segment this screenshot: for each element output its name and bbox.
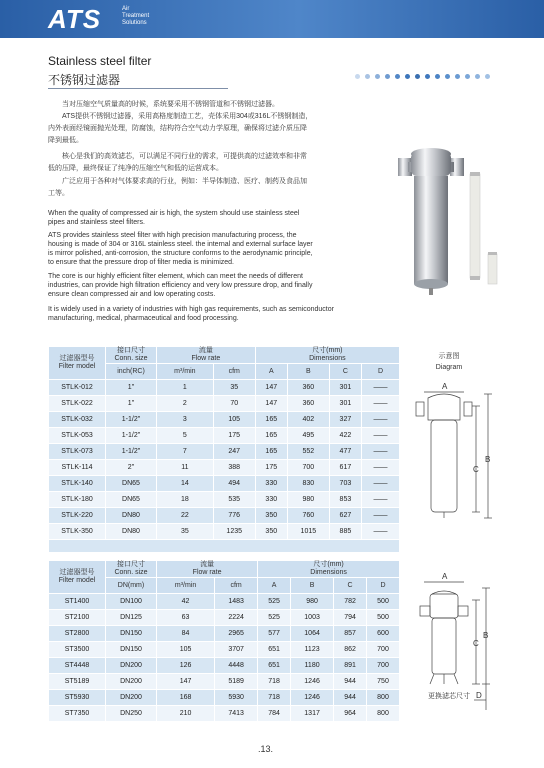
table-row: [49, 428, 400, 444]
table-cell: 1064: [291, 626, 334, 642]
table-cell: 617: [329, 460, 361, 476]
table-cell: 718: [258, 690, 291, 706]
decorative-dot: [415, 74, 420, 79]
table-cell: 800: [367, 690, 400, 706]
table-cell: 1246: [291, 674, 334, 690]
table-cell: 500: [367, 610, 400, 626]
table-cell: 147: [255, 380, 287, 396]
page-header: [0, 0, 544, 38]
table-cell: 1003: [291, 610, 334, 626]
table-cell: 327: [329, 412, 361, 428]
table-cell: 7413: [215, 706, 258, 722]
table-cell: 525: [258, 594, 291, 610]
table-cell: 651: [258, 642, 291, 658]
table-cell: 525: [258, 610, 291, 626]
table-cell: 247: [213, 444, 255, 460]
table-cell: 552: [287, 444, 329, 460]
table-row: [49, 690, 400, 706]
table-cell: 891: [334, 658, 367, 674]
table-cell: 1-1/2": [106, 444, 157, 460]
table-cell: ST1400: [49, 594, 106, 610]
table-cell: 2965: [215, 626, 258, 642]
table-cell: 330: [255, 492, 287, 508]
en-paragraph-3: The core is our highly efficient filter element, which can meet the needs of different industries, can provide high filtration efficiency and very low pressure drop, and finally ensure clean compressed air and low operating costs.: [48, 273, 313, 298]
table-cell: 105: [157, 642, 215, 658]
table-cell: 1": [106, 380, 157, 396]
dim-label-c: C: [473, 465, 479, 474]
table-cell: 651: [258, 658, 291, 674]
table-cell: 14: [157, 476, 214, 492]
table-cell: DN200: [106, 674, 157, 690]
table-cell: 964: [334, 706, 367, 722]
table-cell: 84: [157, 626, 215, 642]
title-underline: [48, 88, 228, 89]
table-cell: 147: [255, 396, 287, 412]
table-cell: 63: [157, 610, 215, 626]
diagram-stlk: 示意图 Diagram A C B: [402, 346, 496, 540]
table-cell: 1: [157, 380, 214, 396]
table-cell: ——: [361, 396, 399, 412]
table-cell: STLK-350: [49, 524, 106, 540]
st-dim-label-d: D: [476, 691, 482, 700]
decorative-dot: [375, 74, 380, 79]
table-cell: ——: [361, 412, 399, 428]
table-cell: ——: [361, 460, 399, 476]
page-number: .13.: [258, 744, 274, 754]
table-cell: 402: [287, 412, 329, 428]
table-cell: 718: [258, 674, 291, 690]
en-paragraph-1: When the quality of compressed air is high, the system should use stainless steel pipes and stainless steel filters.: [48, 210, 300, 226]
table-cell: ——: [361, 428, 399, 444]
table-cell: ST2100: [49, 610, 106, 626]
table-cell: 4448: [215, 658, 258, 674]
cn-paragraph-3: 广泛应用于各种对气体要求高的行业，例如：半导体制造、医疗、制药及食品加 工等。: [48, 178, 307, 197]
decorative-dot: [395, 74, 400, 79]
table-cell: 794: [334, 610, 367, 626]
table-cell: DN80: [106, 524, 157, 540]
decorative-dot: [455, 74, 460, 79]
table-cell: DN200: [106, 658, 157, 674]
table-row: [49, 610, 400, 626]
table-cell: 147: [157, 674, 215, 690]
table-cell: ——: [361, 476, 399, 492]
brand-subtitle: Air Treatment Solutions: [122, 6, 150, 26]
table-cell: 126: [157, 658, 215, 674]
table-cell: ST5930: [49, 690, 106, 706]
table-cell: 776: [213, 508, 255, 524]
table-cell: STLK-073: [49, 444, 106, 460]
table-cell: STLK-180: [49, 492, 106, 508]
table-cell: 5930: [215, 690, 258, 706]
table-cell: 1317: [291, 706, 334, 722]
table-cell: 388: [213, 460, 255, 476]
table-cell: STLK-114: [49, 460, 106, 476]
table-cell: 105: [213, 412, 255, 428]
st-note: 更换滤芯尺寸: [428, 692, 470, 700]
table-cell: 700: [287, 460, 329, 476]
decorative-dot: [465, 74, 470, 79]
table-cell: 782: [334, 594, 367, 610]
table-cell: 784: [258, 706, 291, 722]
dim-label-a: A: [442, 382, 448, 391]
table-row: [49, 380, 400, 396]
table-cell: 703: [329, 476, 361, 492]
table-row: [49, 626, 400, 642]
st-outline-drawing: [402, 560, 496, 722]
table-cell: STLK-053: [49, 428, 106, 444]
table-row: [49, 412, 400, 428]
table-cell: ST4448: [49, 658, 106, 674]
decorative-dot: [445, 74, 450, 79]
table-cell: ——: [361, 380, 399, 396]
st-dim-label-c: C: [473, 639, 479, 648]
table-cell: 175: [255, 460, 287, 476]
table-cell: DN80: [106, 508, 157, 524]
table-cell: ——: [361, 508, 399, 524]
product-photo: [388, 138, 508, 298]
table-cell: 2": [106, 460, 157, 476]
table-cell: 494: [213, 476, 255, 492]
table-cell: 857: [334, 626, 367, 642]
table-cell: 1246: [291, 690, 334, 706]
table-row: [49, 674, 400, 690]
table-cell: ——: [361, 444, 399, 460]
table-cell: 2: [157, 396, 214, 412]
table-cell: 168: [157, 690, 215, 706]
table-cell: DN125: [106, 610, 157, 626]
cn-paragraph-2: 核心是我们的高效滤芯，可以满足不同行业的需求，可提供高的过滤效率和非常 低的压降，最终保证了纯净的压缩空气和低的运营成本。: [48, 153, 307, 172]
table-cell: 1483: [215, 594, 258, 610]
table-row: [49, 706, 400, 722]
table-row: [49, 460, 400, 476]
table-row: [49, 508, 400, 524]
table-cell: 301: [329, 380, 361, 396]
table-cell: 22: [157, 508, 214, 524]
decorative-dot: [485, 74, 490, 79]
table-cell: 5189: [215, 674, 258, 690]
stlk-outline-drawing: [402, 346, 496, 540]
table-cell: ——: [361, 492, 399, 508]
table-cell: 360: [287, 380, 329, 396]
decorative-dot: [355, 74, 360, 79]
table-row: [49, 594, 400, 610]
table-cell: 885: [329, 524, 361, 540]
table-cell: 535: [213, 492, 255, 508]
table-cell: 760: [287, 508, 329, 524]
table-cell: 301: [329, 396, 361, 412]
table-cell: 944: [334, 674, 367, 690]
table-cell: 35: [157, 524, 214, 540]
decorative-dot: [475, 74, 480, 79]
table-cell: ——: [361, 524, 399, 540]
table-row: [49, 444, 400, 460]
en-paragraph-4: It is widely used in a variety of industries with high gas requirements, such as semiconductor manufacturing, medical, pharmaceutical and food processing.: [48, 306, 334, 322]
table-cell: 1": [106, 396, 157, 412]
table-cell: 700: [367, 658, 400, 674]
decorative-dot: [365, 74, 370, 79]
spec-table-stlk: 过滤器型号 Filter model 接口尺寸 Conn. size 流量 Flow rate 尺寸(mm) Dimensions inch(RC) m³/min cfm A B C D STLK-012 1" 1 35 147 360 301 —— STLK-022 1" 2 70 147 360 301 —— STLK-032 1-1/2" 3 105 165 402 327 —— STLK-053 1-1/2" 5 175 165 495 422 —— STLK-073 1-1/2" 7 247 165 552 477 —— STLK-114 2" 11 388 175 700 617 —— STLK-140 DN65 14 494 330 830 703 —— STLK-180 DN65 18 535 330 980 853 —— STLK-220 DN80 22 776 350 760 627 —— STLK-350 DN80 35 1235 350 1015 885 ——: [48, 346, 400, 553]
decorative-dot: [425, 74, 430, 79]
table-cell: 165: [255, 412, 287, 428]
table-cell: 495: [287, 428, 329, 444]
table-cell: 18: [157, 492, 214, 508]
page-title-en: Stainless steel filter: [48, 54, 152, 68]
table-cell: 5: [157, 428, 214, 444]
table-cell: DN65: [106, 492, 157, 508]
table-row: [49, 476, 400, 492]
table-cell: STLK-012: [49, 380, 106, 396]
table-cell: DN100: [106, 594, 157, 610]
table-cell: STLK-032: [49, 412, 106, 428]
table-cell: STLK-140: [49, 476, 106, 492]
en-paragraph-2: ATS provides stainless steel filter with high precision manufacturing process, the housing is made of 304 or 316L stainless steel. the internal and external surface layer is mirror polished, anti-corrosion, the structure conforms to the aerodynamic principle, to ensure that the pressure drop of filter media is minimized.: [48, 232, 313, 266]
table-cell: 1180: [291, 658, 334, 674]
table-cell: ST3500: [49, 642, 106, 658]
table-cell: STLK-022: [49, 396, 106, 412]
dim-label-b: B: [485, 455, 491, 464]
table-cell: 577: [258, 626, 291, 642]
table-cell: 1-1/2": [106, 428, 157, 444]
table-row: [49, 396, 400, 412]
table-row: [49, 658, 400, 674]
table-cell: 7: [157, 444, 214, 460]
table-cell: 350: [255, 524, 287, 540]
table-cell: 862: [334, 642, 367, 658]
table-cell: 1-1/2": [106, 412, 157, 428]
table-cell: 165: [255, 428, 287, 444]
st-dim-label-b: B: [483, 631, 489, 640]
table-cell: 350: [255, 508, 287, 524]
table-cell: 944: [334, 690, 367, 706]
table-cell: 422: [329, 428, 361, 444]
table-cell: 3: [157, 412, 214, 428]
table-cell: 750: [367, 674, 400, 690]
table-cell: 830: [287, 476, 329, 492]
table-cell: 2224: [215, 610, 258, 626]
table-cell: 11: [157, 460, 214, 476]
table-row: [49, 492, 400, 508]
brand-logo: ATS: [48, 4, 102, 34]
table-cell: 1123: [291, 642, 334, 658]
table-cell: STLK-220: [49, 508, 106, 524]
table-cell: 360: [287, 396, 329, 412]
table-cell: ST7350: [49, 706, 106, 722]
table-cell: 700: [367, 642, 400, 658]
table-cell: DN250: [106, 706, 157, 722]
diagram-st: [402, 560, 496, 722]
table-cell: 800: [367, 706, 400, 722]
table-cell: 500: [367, 594, 400, 610]
decorative-dot: [385, 74, 390, 79]
decorative-dot: [435, 74, 440, 79]
table-cell: 42: [157, 594, 215, 610]
table-cell: 477: [329, 444, 361, 460]
table-cell: 1235: [213, 524, 255, 540]
table-cell: ST5189: [49, 674, 106, 690]
spec-table-st: 过滤器型号 Filter model 接口尺寸 Conn. size 流量 Flow rate 尺寸(mm) Dimensions DN(mm) m³/min cfm A B C D ST1400 DN100 42 1483 525 980 782 500 ST2100 DN125 63 2224 525 1003 794 500 ST2800 DN150 84 2965 577 1064 857 600 ST3500 DN150 105 3707 651 1123 862 700 ST4448 DN200 126 4448 651 1180 891 700 ST5189 DN200 147 5189 718 1246 944 750 ST5930 DN200 168 5930 718 1246 944 800 ST7350 DN250 210 7413 784 1317 964 800: [48, 560, 400, 722]
table-row: [49, 642, 400, 658]
table-cell: 3707: [215, 642, 258, 658]
table-cell: 980: [291, 594, 334, 610]
table-cell: 35: [213, 380, 255, 396]
table-cell: 1015: [287, 524, 329, 540]
table-cell: 627: [329, 508, 361, 524]
table-cell: 330: [255, 476, 287, 492]
table-cell: 980: [287, 492, 329, 508]
table-cell: 165: [255, 444, 287, 460]
page-title-cn: 不锈钢过滤器: [48, 73, 121, 87]
table-cell: 600: [367, 626, 400, 642]
decorative-dot: [405, 74, 410, 79]
cn-paragraph-1: 当对压缩空气质量高的时候，系统要采用不锈钢管道和不锈钢过滤器。 ATS提供不锈钢过滤器，采用高格度制造工艺，壳体采用304或316L不锈钢制造， 内外表面经镜面抛光处理，防腐蚀，结构符合空气动力学原理，确保将过滤介质压降 降到最低。: [48, 101, 313, 144]
table-cell: DN200: [106, 690, 157, 706]
table-cell: DN65: [106, 476, 157, 492]
table-cell: DN150: [106, 642, 157, 658]
table-cell: DN150: [106, 626, 157, 642]
table-cell: ST2800: [49, 626, 106, 642]
table-cell: 175: [213, 428, 255, 444]
table-cell: 853: [329, 492, 361, 508]
st-dim-label-a: A: [442, 572, 448, 581]
table-cell: 70: [213, 396, 255, 412]
table-cell: 210: [157, 706, 215, 722]
table-row: [49, 524, 400, 540]
